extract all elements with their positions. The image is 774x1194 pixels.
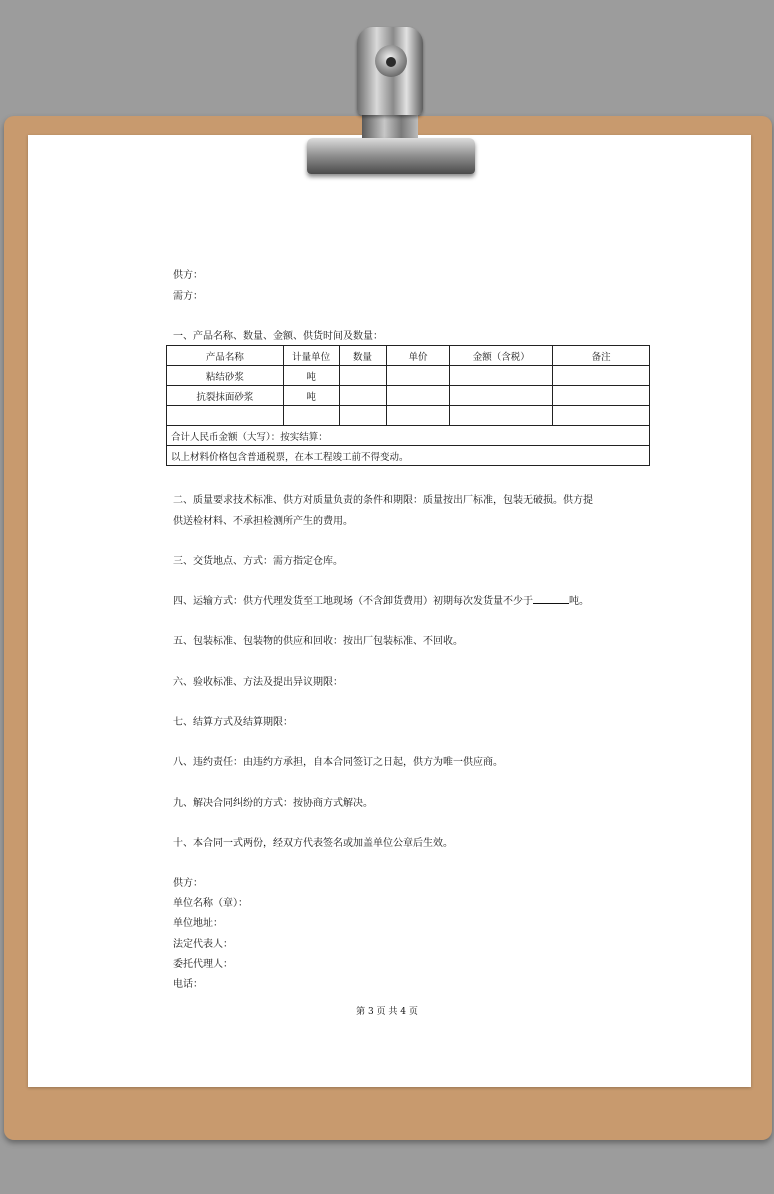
total-amount-cell: 合计人民币金额（大写）：按实结算： bbox=[167, 426, 650, 446]
table-cell bbox=[167, 406, 284, 426]
binder-clip-base bbox=[307, 138, 475, 174]
table-cell bbox=[339, 406, 386, 426]
supplier-label: 供方： bbox=[173, 270, 203, 281]
section-8: 八、违约责任：由违约方承担，自本合同签订之日起，供方为唯一供应商。 bbox=[173, 757, 503, 768]
signature-phone: 电话： bbox=[173, 979, 203, 990]
product-table bbox=[166, 345, 650, 466]
table-cell: 吨 bbox=[283, 386, 339, 406]
section-2-line-2: 供送检材料、不承担检测所产生的费用。 bbox=[173, 516, 353, 527]
section-3: 三、交货地点、方式：需方指定仓库。 bbox=[173, 556, 343, 567]
section-10: 十、本合同一式两份，经双方代表签名或加盖单位公章后生效。 bbox=[173, 838, 453, 849]
table-cell bbox=[450, 386, 553, 406]
table-cell bbox=[450, 366, 553, 386]
document-page bbox=[28, 135, 751, 1087]
column-header: 金额（含税） bbox=[450, 346, 553, 366]
table-note-row bbox=[167, 446, 650, 466]
table-row bbox=[167, 406, 650, 426]
table-row bbox=[167, 366, 650, 386]
column-header: 产品名称 bbox=[167, 346, 284, 366]
signature-unit-name: 单位名称（章）： bbox=[173, 898, 248, 909]
signature-address: 单位地址： bbox=[173, 918, 223, 929]
table-row bbox=[167, 386, 650, 406]
table-cell: 吨 bbox=[283, 366, 339, 386]
section-4 bbox=[173, 592, 589, 607]
table-cell bbox=[283, 406, 339, 426]
column-header: 备注 bbox=[553, 346, 650, 366]
column-header: 数量 bbox=[339, 346, 386, 366]
table-cell bbox=[339, 366, 386, 386]
table-cell: 粘结砂浆 bbox=[167, 366, 284, 386]
page-number: 第 3 页 共 4 页 bbox=[356, 1007, 418, 1017]
section-1-title: 一、产品名称、数量、金额、供货时间及数量： bbox=[173, 331, 383, 342]
price-note-cell: 以上材料价格包含普通税票，在本工程竣工前不得变动。 bbox=[167, 446, 650, 466]
signature-agent: 委托代理人： bbox=[173, 959, 233, 970]
binder-clip-hole-center bbox=[386, 57, 396, 67]
section-5: 五、包装标准、包装物的供应和回收：按出厂包装标准、不回收。 bbox=[173, 636, 463, 647]
table-cell bbox=[450, 406, 553, 426]
table-cell bbox=[553, 366, 650, 386]
table-header-row bbox=[167, 346, 650, 366]
buyer-label: 需方： bbox=[173, 291, 203, 302]
section-9: 九、解决合同纠纷的方式：按协商方式解决。 bbox=[173, 798, 373, 809]
table-cell bbox=[339, 386, 386, 406]
table-total-row bbox=[167, 426, 650, 446]
table-cell: 抗裂抹面砂浆 bbox=[167, 386, 284, 406]
signature-legal-rep: 法定代表人： bbox=[173, 939, 233, 950]
section-2-line-1: 二、质量要求技术标准、供方对质量负责的条件和期限：质量按出厂标准，包装无破损。供方提 bbox=[173, 495, 593, 506]
section-7: 七、结算方式及结算期限： bbox=[173, 717, 293, 728]
table-cell bbox=[386, 366, 450, 386]
column-header: 计量单位 bbox=[283, 346, 339, 366]
section-4-unit: 吨。 bbox=[569, 596, 589, 607]
table-cell bbox=[553, 386, 650, 406]
table-cell bbox=[386, 406, 450, 426]
signature-party: 供方： bbox=[173, 878, 203, 889]
section-4-text: 四、运输方式：供方代理发货至工地现场（不含卸货费用）初期每次发货量不少于 bbox=[173, 596, 533, 607]
table-cell bbox=[553, 406, 650, 426]
column-header: 单价 bbox=[386, 346, 450, 366]
quantity-blank bbox=[533, 594, 569, 604]
section-6: 六、验收标准、方法及提出异议期限： bbox=[173, 677, 343, 688]
table-cell bbox=[386, 386, 450, 406]
